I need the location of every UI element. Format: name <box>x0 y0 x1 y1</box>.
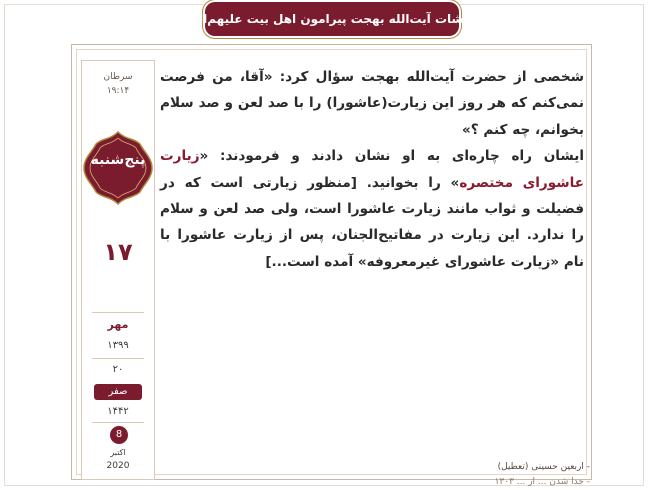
gregorian-year: 2020 <box>106 461 130 471</box>
divider <box>92 358 144 359</box>
answer-intro: ایشان راه چاره‌ای به او نشان دادند و فرمودند: « <box>199 148 584 165</box>
footer-source: - اربعین حسینی (تعطیل) <box>497 462 590 472</box>
paragraph-question: شخصی از حضرت آیت‌الله بهجت سؤال کرد: «آقا، من فرصت نمی‌کنم که هر روز این زیارت(عاشورا) را با صد لعن و صد سلام بخوانم، چه کنم ؟» <box>160 69 584 138</box>
solar-month-name: مهر <box>107 318 129 331</box>
weekday-medallion-icon <box>82 130 154 206</box>
date-sidebar <box>81 60 155 480</box>
hijri-month: صفر <box>94 384 142 400</box>
solar-info <box>81 70 155 98</box>
divider <box>92 312 144 313</box>
solar-time: ۱۹:۱۴ <box>106 86 130 96</box>
answer-rest: » را بخوانید. [منظور زیارتی است که در فضیلت و ثواب مانند زیارت عاشورا است، ولی صد لعن و سلام را ندارد. این زیارت در مفاتیح‌الجنان، پس از زیارت عاشورا با نام «زیارت عاشورای غیرمعروفه» آمده است...] <box>160 174 584 270</box>
footer-source-cut: - جدا شدن ... از ... ۱۳۰۳ <box>494 477 590 487</box>
header-banner <box>168 2 496 36</box>
weekday-label: پنج‌شنبه <box>90 152 146 168</box>
article-body <box>160 64 584 275</box>
divider <box>92 422 144 423</box>
day-number: ۱۷ <box>103 238 133 266</box>
highlight-ziyarat: زیارت عاشورای مختصره <box>160 148 584 191</box>
gregorian-month: اکتبر <box>110 448 126 457</box>
gregorian-day: 8 <box>110 426 128 444</box>
solar-month: سرطان <box>103 72 133 82</box>
hijri-day: ۲۰ <box>112 364 124 375</box>
solar-year: ۱۳۹۹ <box>107 340 129 351</box>
paragraph-answer <box>160 143 584 275</box>
header-title: فرمایشات آیت‌الله بهجت پیرامون اهل بیت علیهم‌السلام <box>168 12 496 26</box>
hijri-year: ۱۴۴۲ <box>107 406 129 417</box>
